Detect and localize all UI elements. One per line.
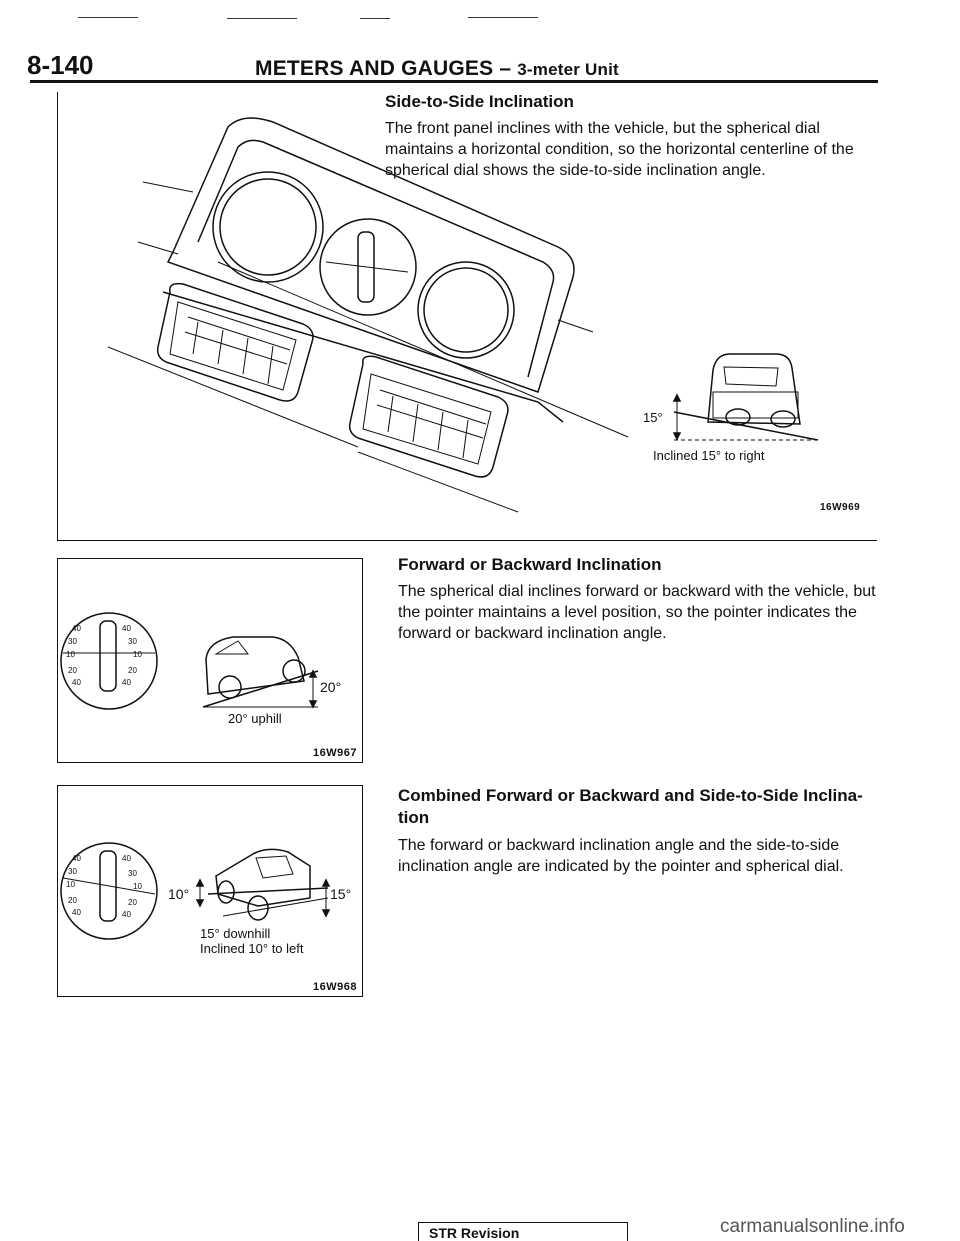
svg-text:30: 30 <box>68 637 77 646</box>
uphill-illustration <box>58 559 364 764</box>
svg-text:40: 40 <box>72 678 81 687</box>
scan-mark <box>78 17 138 18</box>
left-angle-label: 10° <box>168 886 190 902</box>
svg-text:10: 10 <box>66 880 75 889</box>
svg-text:40: 40 <box>122 910 131 919</box>
side-angle-label: 15° <box>643 410 663 425</box>
combined-text <box>398 785 888 877</box>
scan-mark <box>360 18 390 19</box>
page-title-main: METERS AND GAUGES – <box>255 57 512 80</box>
svg-text:20: 20 <box>128 666 137 675</box>
side-caption: Inclined 15° to right <box>653 448 765 463</box>
side-to-side-text <box>385 92 875 181</box>
svg-text:30: 30 <box>68 867 77 876</box>
side-to-side-heading: Side-to-Side Inclination <box>385 92 574 111</box>
svg-text:10: 10 <box>133 882 142 891</box>
combined-heading: Combined Forward or Backward and Side-to-Side Inclina- tion <box>398 786 863 827</box>
downhill-caption-line-1: 15° downhill <box>200 926 271 941</box>
header-rule <box>30 80 878 83</box>
figure-side-to-side <box>57 92 877 541</box>
svg-text:20: 20 <box>68 666 77 675</box>
footer-revision-box <box>418 1222 628 1241</box>
svg-text:40: 40 <box>72 908 81 917</box>
downhill-figure-id: 16W968 <box>313 981 357 993</box>
downhill-caption-line-2: Inclined 10° to left <box>200 941 304 956</box>
downhill-caption <box>200 926 304 956</box>
footer-revision-label: STR Revision <box>429 1225 520 1241</box>
page-number: 8-140 <box>27 50 94 80</box>
svg-text:40: 40 <box>122 854 131 863</box>
forward-backward-body: The spherical dial inclines forward or backward with the vehicle, but the pointer maintains a level position, so the pointer indicates the forward or backward inclination angle. <box>398 583 876 642</box>
scan-mark <box>227 18 297 19</box>
figure-combined <box>57 785 363 997</box>
uphill-caption: 20° uphill <box>228 711 282 726</box>
page-title <box>255 57 619 81</box>
svg-text:10: 10 <box>66 650 75 659</box>
svg-text:20: 20 <box>128 898 137 907</box>
side-to-side-body: The front panel inclines with the vehicle, but the spherical dial maintains a horizontal condition, so the horizontal centerline of the spherical dial shows the side-to-side inclination angle. <box>385 120 854 179</box>
side-figure-id: 16W969 <box>820 502 861 513</box>
scan-mark <box>468 17 538 18</box>
combined-body: The forward or backward inclination angle and the side-to-side inclination angle are indicated by the pointer and spherical dial. <box>398 837 844 875</box>
page-title-unit: 3-meter Unit <box>517 60 619 79</box>
forward-backward-heading: Forward or Backward Inclination <box>398 555 662 574</box>
uphill-figure-id: 16W967 <box>313 747 357 759</box>
svg-text:40: 40 <box>72 854 81 863</box>
downhill-illustration <box>58 786 364 998</box>
uphill-angle-label: 20° <box>320 679 342 695</box>
svg-text:40: 40 <box>122 624 131 633</box>
svg-text:40: 40 <box>72 624 81 633</box>
svg-text:40: 40 <box>122 678 131 687</box>
svg-text:20: 20 <box>68 896 77 905</box>
svg-text:10: 10 <box>133 650 142 659</box>
svg-text:30: 30 <box>128 637 137 646</box>
figure-forward-backward <box>57 558 363 763</box>
right-angle-label: 15° <box>330 886 352 902</box>
svg-text:30: 30 <box>128 869 137 878</box>
watermark: carmanualsonline.info <box>720 1216 905 1237</box>
forward-backward-text <box>398 555 883 644</box>
